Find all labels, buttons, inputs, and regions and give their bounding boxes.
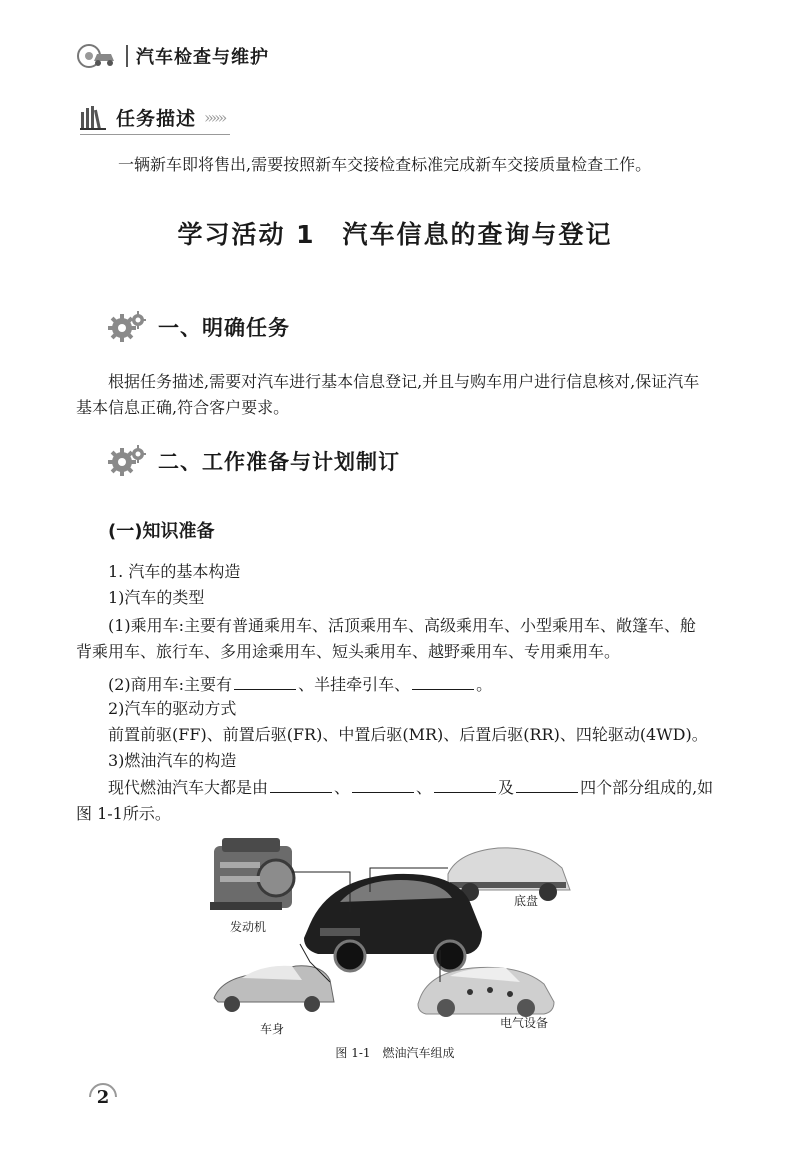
task-description-label: 任务描述 (116, 108, 197, 130)
fuel-car-text (76, 774, 716, 827)
figure-fuel-car-composition (200, 832, 580, 1037)
section-1-text: 根据任务描述,需要对汽车进行基本信息登记,并且与购车用户进行信息核对,保证汽车基本信息正确,符合客户要求。 (76, 372, 700, 417)
car-service-icon (76, 41, 120, 71)
item-fuel-car-structure: 3)燃油汽车的构造 (108, 751, 237, 770)
blank-field[interactable] (352, 774, 414, 793)
fuel-and: 及 (498, 778, 515, 797)
commercial-vehicle-text (108, 671, 492, 698)
label-engine: 发动机 (230, 920, 267, 934)
section-1-title: 一、明确任务 (158, 316, 290, 340)
running-head-divider (126, 45, 128, 67)
body-car-illustration (304, 874, 482, 971)
item-basic-structure: 1. 汽车的基本构造 (108, 562, 241, 581)
commercial-text-c: 。 (476, 675, 493, 694)
chassis-illustration (448, 848, 570, 901)
electrical-illustration (418, 967, 554, 1017)
blank-field[interactable] (270, 774, 332, 793)
page-number-text: 2 (96, 1086, 110, 1108)
label-electrical: 电气设备 (500, 1016, 549, 1030)
running-head-title: 汽车检查与维护 (136, 47, 269, 68)
task-description-heading (80, 104, 224, 131)
label-chassis: 底盘 (514, 894, 539, 908)
blank-field[interactable] (516, 774, 578, 793)
fuel-text-a: 现代燃油汽车大都是由 (108, 778, 269, 797)
task-description-rule (80, 134, 230, 135)
label-body: 车身 (260, 1022, 285, 1036)
fuel-sep-2: 、 (416, 778, 433, 797)
shell-illustration (214, 966, 334, 1012)
engine-illustration (210, 838, 294, 910)
knowledge-prep-heading: (一)知识准备 (108, 521, 215, 542)
blank-field[interactable] (434, 774, 496, 793)
page-number (86, 1080, 120, 1114)
gears-icon (108, 444, 146, 478)
section-2-title: 二、工作准备与计划制订 (158, 450, 400, 474)
fuel-sep-1: 、 (334, 778, 351, 797)
section-1-heading (108, 310, 290, 344)
fuel-text-b: 四个部分组成的,如图 1-1所示。 (76, 778, 714, 823)
drive-modes-text: 前置前驱(FF)、前置后驱(FR)、中置后驱(MR)、后置后驱(RR)、四轮驱动(4WD)。 (108, 725, 708, 744)
figure-caption: 图 1-1 燃油汽车组成 (335, 1046, 455, 1060)
section-2-heading (108, 444, 400, 478)
commercial-text-a: (2)商用车:主要有 (108, 675, 233, 694)
blank-field[interactable] (234, 671, 296, 690)
books-icon (80, 106, 106, 130)
running-head (76, 38, 269, 74)
blank-field[interactable] (412, 671, 474, 690)
activity-title: 学习活动 1 汽车信息的查询与登记 (177, 220, 613, 249)
commercial-text-b: 、半挂牵引车、 (298, 675, 411, 694)
item-vehicle-types: 1)汽车的类型 (108, 588, 205, 607)
item-drive-modes: 2)汽车的驱动方式 (108, 699, 237, 718)
gears-icon (108, 310, 146, 344)
passenger-car-text: (1)乘用车:主要有普通乘用车、活顶乘用车、高级乘用车、小型乘用车、敞篷车、舱背乘用车、旅行车、多用途乘用车、短头乘用车、越野乘用车、专用乘用车。 (76, 616, 697, 661)
chevrons-icon: »»» (204, 108, 225, 127)
task-description-text: 一辆新车即将售出,需要按照新车交接检查标准完成新车交接质量检查工作。 (118, 155, 652, 174)
